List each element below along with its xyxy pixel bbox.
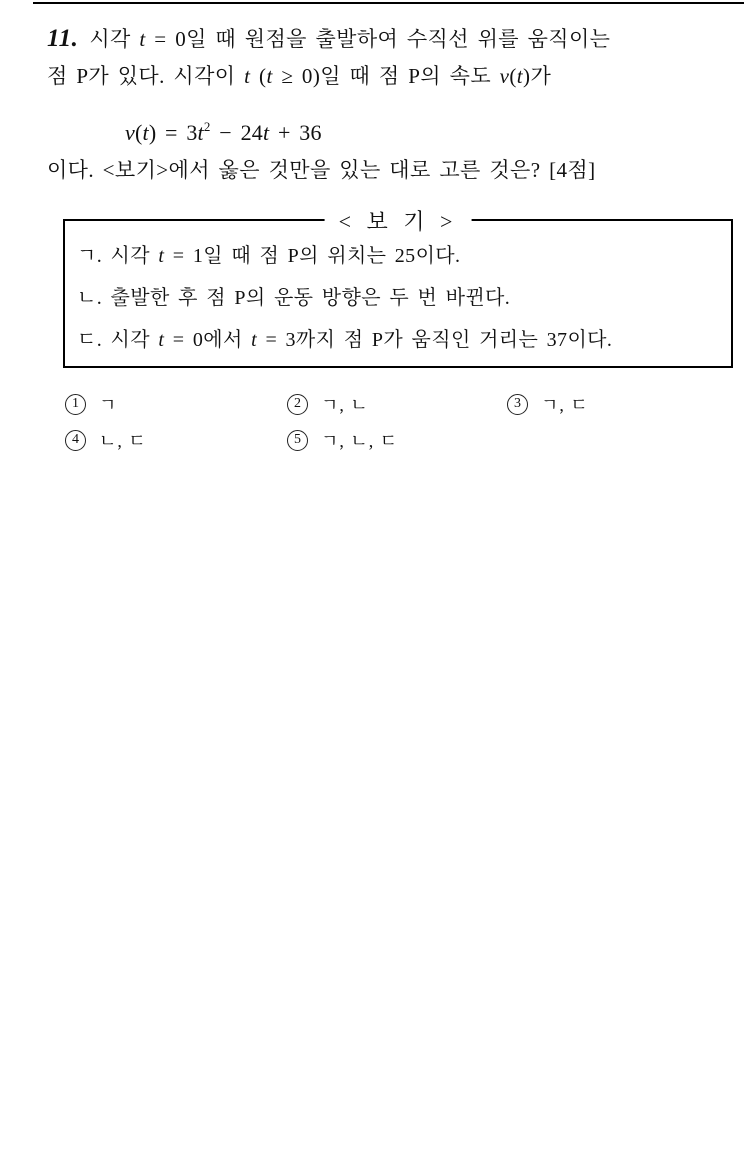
math-var-t: t xyxy=(516,64,524,88)
option-1-number-circle: 1 xyxy=(65,394,86,415)
option-1[interactable] xyxy=(65,391,117,417)
option-4-number-circle: 4 xyxy=(65,430,86,451)
option-2[interactable] xyxy=(287,391,369,417)
text-segment: ( xyxy=(250,64,267,88)
option-3-label: ㄱ, ㄷ xyxy=(541,395,589,415)
question-number: 11. xyxy=(47,25,79,52)
math-exponent: 2 xyxy=(203,119,211,134)
text-segment: = 1일 때 점 P의 위치는 25이다. xyxy=(164,245,461,267)
text-segment: = 0에서 xyxy=(164,329,252,351)
math-var-t: t xyxy=(142,120,149,145)
math-var-t: t xyxy=(158,329,165,351)
option-3[interactable] xyxy=(507,391,589,417)
text-segment: ( xyxy=(134,120,143,145)
boki-box-label: < 보 기 > xyxy=(325,205,472,236)
page-top-divider xyxy=(33,2,744,4)
option-2-number-circle: 2 xyxy=(287,394,308,415)
text-segment: ) = 3 xyxy=(148,120,198,145)
answer-options xyxy=(65,391,735,453)
math-var-t: t xyxy=(139,27,146,51)
velocity-formula xyxy=(125,112,322,148)
text-segment: = 3까지 점 P가 움직인 거리는 37이다. xyxy=(257,329,613,351)
math-var-v: v xyxy=(499,64,510,88)
text-segment: + 36 xyxy=(269,120,322,145)
option-5-number-circle: 5 xyxy=(287,430,308,451)
text-segment: 점 P가 있다. 시각이 xyxy=(47,64,245,88)
question-line-3 xyxy=(47,157,595,184)
math-var-v: v xyxy=(125,120,135,145)
text-segment: ㄴ. 출발한 후 점 P의 운동 방향은 두 번 바뀐다. xyxy=(77,287,511,309)
question-line-2 xyxy=(47,63,551,90)
text-segment: = 0일 때 원점을 출발하여 수직선 위를 움직이는 xyxy=(145,27,611,51)
text-segment: − 24 xyxy=(210,120,263,145)
boki-item-n xyxy=(77,285,510,312)
math-var-t: t xyxy=(251,329,258,351)
option-2-label: ㄱ, ㄴ xyxy=(321,395,369,415)
option-1-label: ㄱ xyxy=(99,395,118,415)
boki-item-g xyxy=(77,243,460,270)
text-segment: ( xyxy=(509,64,517,88)
math-var-t: t xyxy=(266,64,273,88)
text-segment: )가 xyxy=(523,64,552,88)
option-3-number-circle: 3 xyxy=(507,394,528,415)
boki-box xyxy=(63,209,733,368)
option-4-label: ㄴ, ㄷ xyxy=(99,431,147,451)
text-segment: ≥ 0)일 때 점 P의 속도 xyxy=(272,64,500,88)
text-segment: ㄷ. 시각 xyxy=(77,329,159,351)
question-line-1 xyxy=(47,25,610,53)
text-segment: ㄱ. 시각 xyxy=(77,245,159,267)
math-var-t: t xyxy=(158,245,165,267)
text-segment: 이다. <보기>에서 옳은 것만을 있는 대로 고른 것은? [4점] xyxy=(47,158,596,182)
math-var-t: t xyxy=(197,120,204,145)
math-var-t: t xyxy=(244,64,251,88)
boki-item-d xyxy=(77,327,612,354)
option-5[interactable] xyxy=(287,427,398,453)
option-5-label: ㄱ, ㄴ, ㄷ xyxy=(321,431,399,451)
math-var-t: t xyxy=(262,120,270,145)
text-segment: 시각 xyxy=(89,27,140,51)
option-4[interactable] xyxy=(65,427,147,453)
